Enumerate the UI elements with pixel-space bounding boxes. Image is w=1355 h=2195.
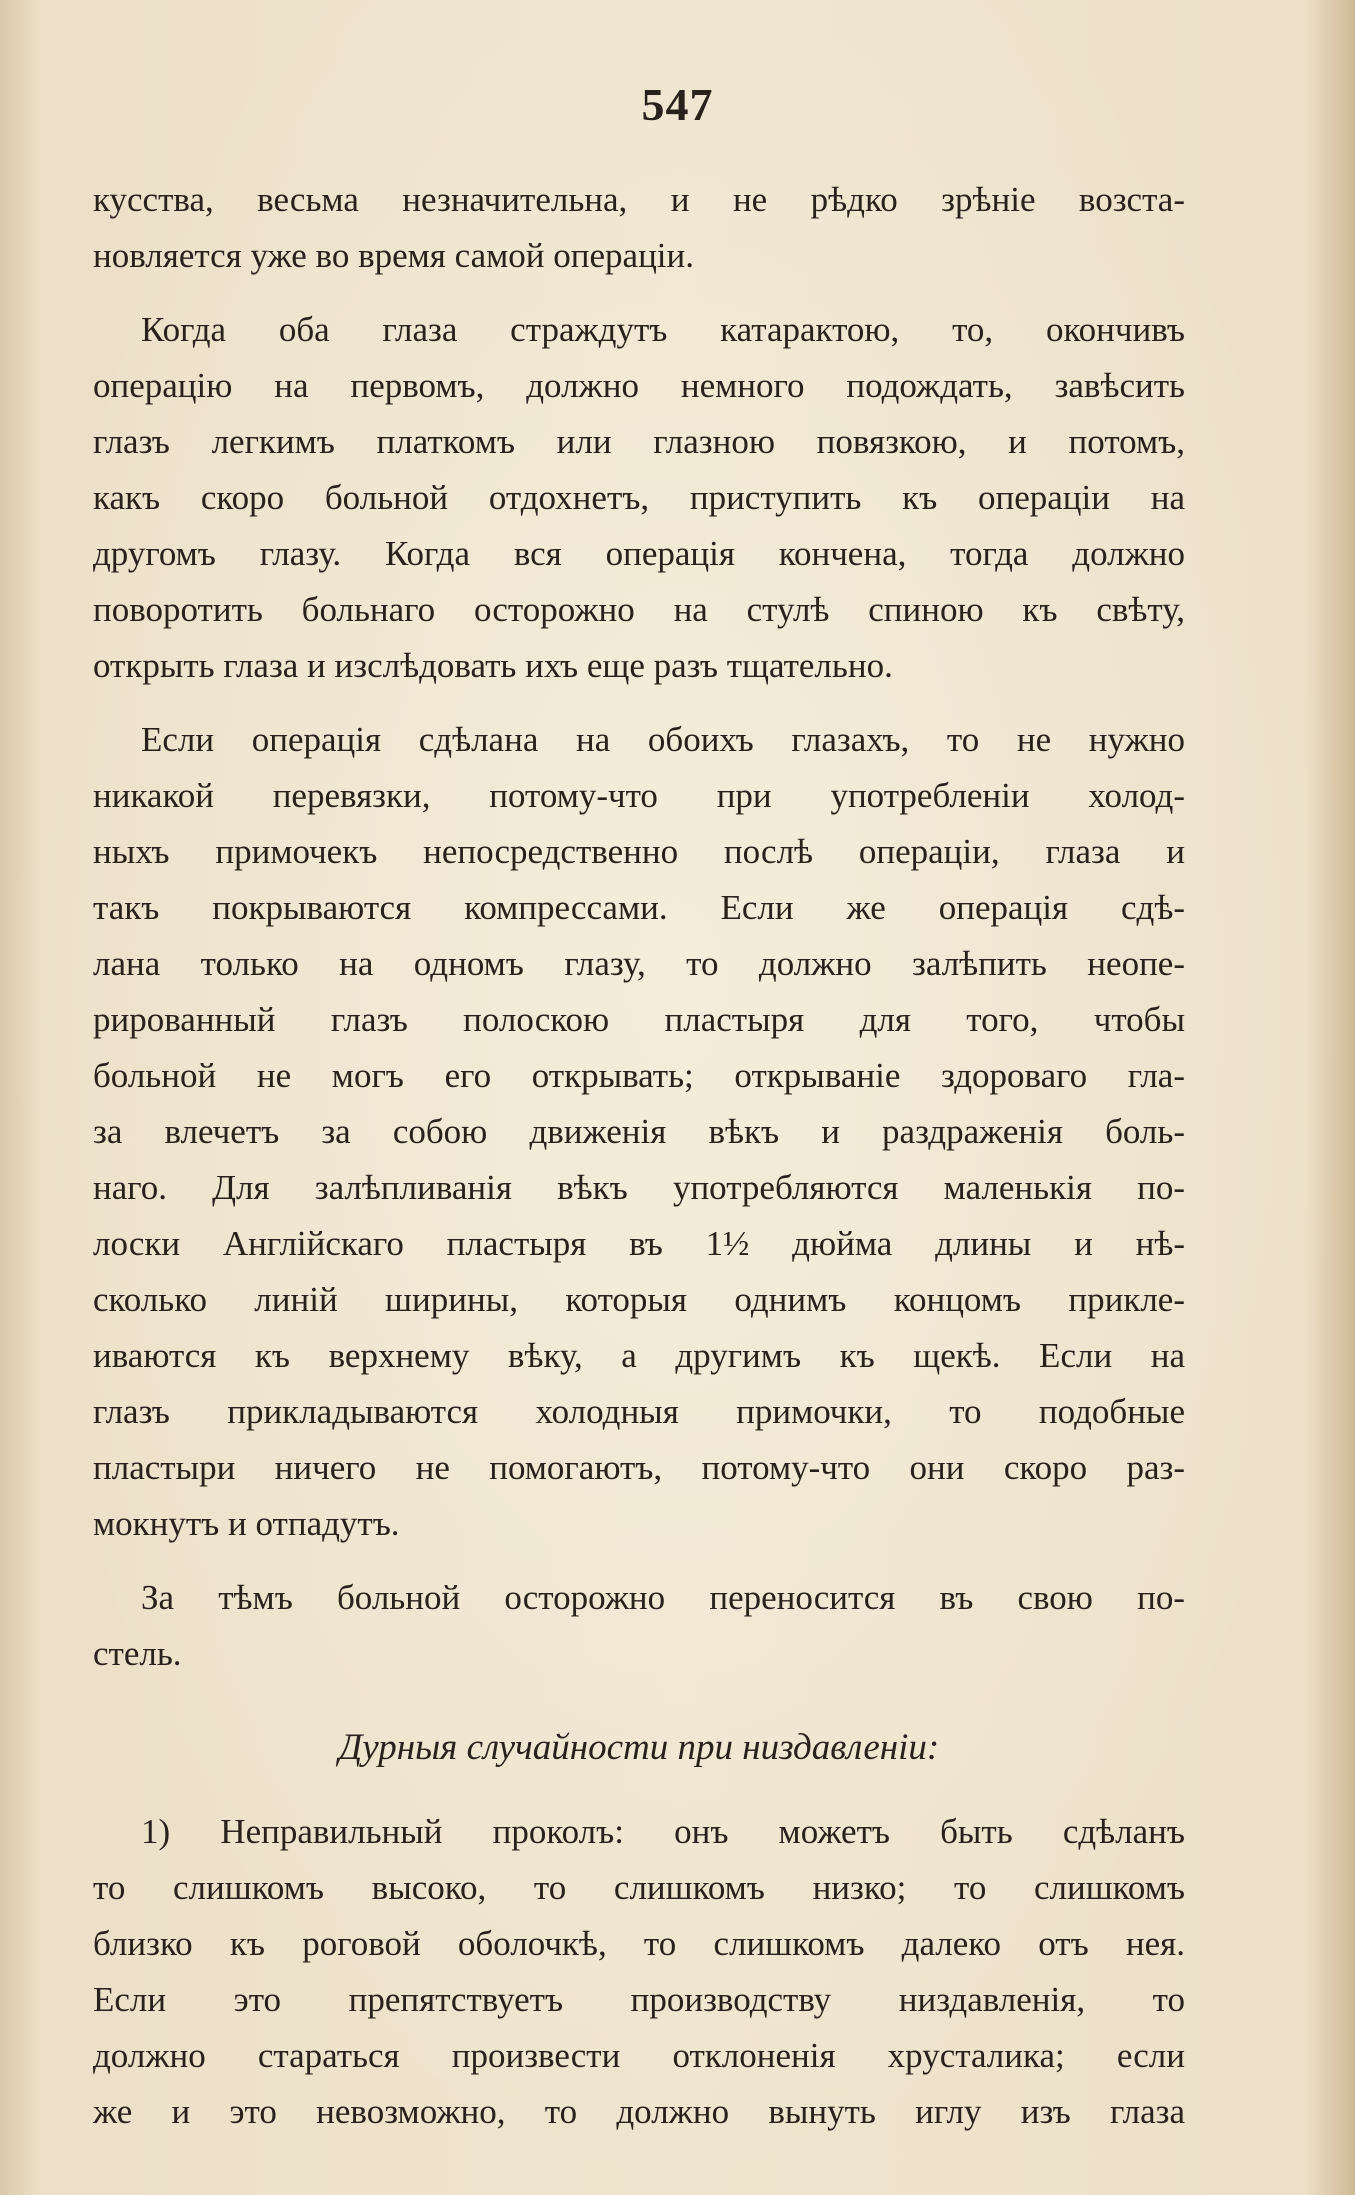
text-line: наго. Для залѣпливанія вѣкъ употребляются маленькія по- <box>93 1168 1185 1207</box>
text-line: больной не могъ его открывать; открываніе здороваго гла- <box>93 1056 1185 1095</box>
text-line: Когда оба глаза страждутъ катарактою, то, окончивъ <box>141 310 1185 349</box>
paragraph-5 <box>93 1804 1185 2140</box>
text-line: глазъ легкимъ платкомъ или глазною повязкою, и потомъ, <box>93 422 1185 461</box>
text-line: должно стараться произвести отклоненія хрусталика; если <box>93 2036 1185 2075</box>
text-line: рированный глазъ полоскою пластыря для того, чтобы <box>93 1000 1185 1039</box>
text-line: же и это невозможно, то должно вынуть иглу изъ глаза <box>93 2092 1185 2131</box>
text-line: такъ покрываются компрессами. Если же операція сдѣ- <box>93 888 1185 927</box>
section-heading: Дурныя случайности при низдавленіи: <box>338 1727 940 1768</box>
text-line: Если это препятствуетъ производству низдавленія, то <box>93 1980 1185 2019</box>
text-line: 1) Неправильный проколъ: онъ можетъ быть сдѣланъ <box>141 1812 1185 1851</box>
text-line: мокнутъ и отпадутъ. <box>93 1504 400 1543</box>
text-line: сколько линій ширины, которыя однимъ концомъ прикле- <box>93 1280 1185 1319</box>
text-line: лоски Англійскаго пластыря въ 1½ дюйма длины и нѣ- <box>93 1224 1185 1263</box>
page-number: 547 <box>641 79 714 130</box>
text-line: открыть глаза и изслѣдовать ихъ еще разъ тщательно. <box>93 646 893 685</box>
paragraph-2 <box>93 302 1185 694</box>
body-text <box>93 172 1185 2140</box>
text-line: то слишкомъ высоко, то слишкомъ низко; то слишкомъ <box>93 1868 1185 1907</box>
text-line: какъ скоро больной отдохнетъ, приступить къ операціи на <box>93 478 1185 517</box>
paragraph-3 <box>93 712 1185 1552</box>
text-line: операцію на первомъ, должно немного подождать, завѣсить <box>93 366 1185 405</box>
text-line: кусства, весьма незначительна, и не рѣдко зрѣніе возста- <box>93 180 1185 219</box>
text-line: другомъ глазу. Когда вся операція кончена, тогда должно <box>93 534 1185 573</box>
text-line: иваются къ верхнему вѣку, а другимъ къ щекѣ. Если на <box>93 1336 1185 1375</box>
paragraph-4 <box>93 1570 1185 1682</box>
text-line: глазъ прикладываются холодныя примочки, то подобные <box>93 1392 1185 1431</box>
text-line: ныхъ примочекъ непосредственно послѣ операціи, глаза и <box>93 832 1185 871</box>
text-line: близко къ роговой оболочкѣ, то слишкомъ далеко отъ нея. <box>93 1924 1185 1963</box>
text-line: Если операція сдѣлана на обоихъ глазахъ, то не нужно <box>141 720 1185 759</box>
text-line: пластыри ничего не помогаютъ, потому-что они скоро раз- <box>93 1448 1185 1487</box>
text-line: стель. <box>93 1634 182 1673</box>
text-line: никакой перевязки, потому-что при употребленіи холод- <box>93 776 1185 815</box>
text-line: За тѣмъ больной осторожно переносится въ свою по- <box>141 1578 1185 1617</box>
text-line: поворотить больнаго осторожно на стулѣ спиною къ свѣту, <box>93 590 1185 629</box>
text-line: за влечетъ за собою движенія вѣкъ и раздраженія боль- <box>93 1112 1185 1151</box>
paragraph-1 <box>93 172 1185 284</box>
text-line: лана только на одномъ глазу, то должно залѣпить неопе- <box>93 944 1185 983</box>
text-line: новляется уже во время самой операціи. <box>93 236 694 275</box>
